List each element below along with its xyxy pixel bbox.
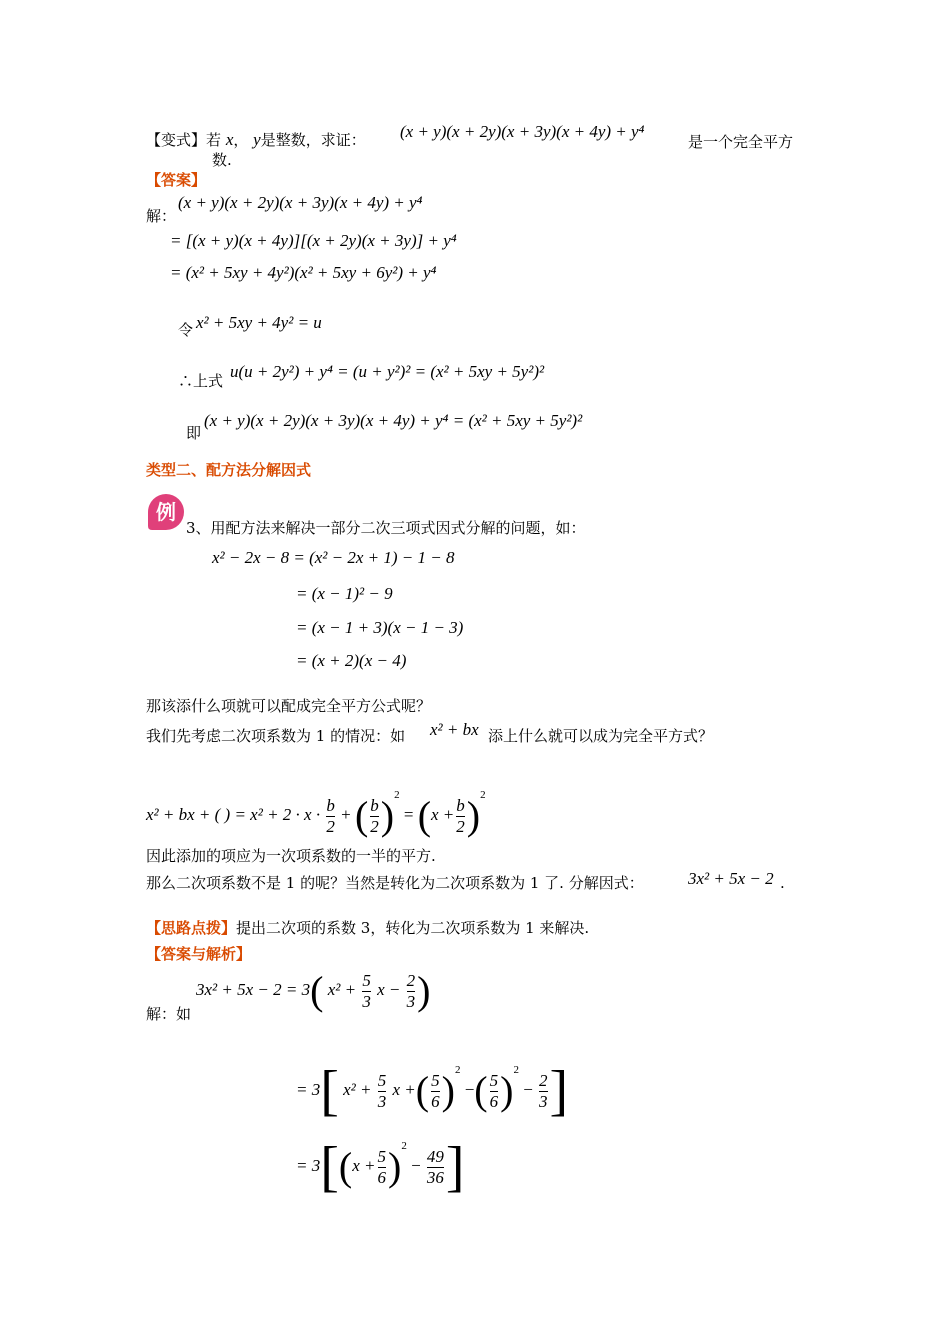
frac-num: 2 bbox=[406, 970, 416, 990]
hint-label: 【思路点拨】 bbox=[146, 919, 237, 937]
fraction bbox=[407, 971, 416, 1012]
frac-den: 6 bbox=[489, 1091, 499, 1111]
frac-den: 3 bbox=[377, 1091, 387, 1111]
fraction bbox=[362, 971, 371, 1012]
frac-den: 6 bbox=[431, 1091, 440, 1111]
formula-x-plus: x + bbox=[431, 805, 455, 824]
row2-minus: − bbox=[464, 1080, 475, 1099]
fraction bbox=[431, 1071, 440, 1112]
variant-tail2: 数. bbox=[212, 151, 232, 169]
fraction bbox=[427, 1147, 444, 1188]
row1-x2: x² + bbox=[327, 980, 357, 999]
question-2-a: 我们先考虑二次项系数为 1 的情况：如 bbox=[146, 727, 406, 745]
var-x: x bbox=[225, 130, 234, 149]
paren-open: ( bbox=[415, 1068, 430, 1114]
answer-jie: 解： bbox=[146, 207, 177, 225]
frac-den: 6 bbox=[377, 1167, 386, 1187]
frac-num: 49 bbox=[426, 1146, 444, 1166]
variant-sep: ， bbox=[233, 131, 249, 149]
bracket-open: [ bbox=[320, 1136, 339, 1199]
row3-x: x + bbox=[352, 1156, 376, 1175]
fraction bbox=[378, 1147, 387, 1188]
frac-den: 2 bbox=[456, 816, 465, 836]
bracket-close: ] bbox=[549, 1060, 569, 1123]
question-1: 那该添什么项就可以配成完全平方公式呢？ bbox=[146, 697, 432, 715]
var-y: y bbox=[253, 130, 261, 149]
row2-x2: x² + bbox=[343, 1080, 372, 1099]
example-intro: 3、用配方法来解决一部分二次三项式因式分解的问题，如： bbox=[186, 519, 586, 537]
frac-den: 3 bbox=[539, 1091, 548, 1111]
frac-num: 5 bbox=[431, 1070, 440, 1090]
variant-label: 【变式】 bbox=[146, 131, 207, 149]
formula-lhs: x² + bx + ( ) = x² + 2 · x · bbox=[146, 805, 321, 824]
fraction-b-over-2 bbox=[456, 796, 465, 837]
frac-num: 5 bbox=[489, 1070, 499, 1090]
paren-open: ( bbox=[474, 1068, 488, 1114]
ie-expression: (x + y)(x + 2y)(x + 3y)(x + 4y) + y⁴ = (x² + 5xy + 5y²)² bbox=[204, 411, 583, 430]
formula-eq: = bbox=[403, 805, 414, 824]
question-2-expr: x² + bx bbox=[430, 720, 479, 739]
fraction-b-over-2 bbox=[370, 796, 379, 837]
paren-close: ) bbox=[441, 1068, 455, 1114]
solution-row-3 bbox=[296, 1118, 465, 1199]
square-exponent: 2 bbox=[480, 789, 486, 801]
fraction-b-over-2 bbox=[326, 796, 335, 837]
answer-line-3: = (x² + 5xy + 4y²)(x² + 5xy + 6y²) + y⁴ bbox=[170, 263, 437, 282]
paren-close: ) bbox=[466, 793, 481, 839]
question-2-b: 添上什么就可以成为完全平方式？ bbox=[488, 727, 714, 745]
frac-den: 2 bbox=[370, 816, 379, 836]
answer2-jie: 解：如 bbox=[146, 1005, 192, 1023]
variant-line bbox=[146, 130, 366, 150]
bracket-open: [ bbox=[320, 1060, 339, 1123]
answer-label: 【答案】 bbox=[146, 171, 207, 189]
formula-plus: + bbox=[341, 805, 351, 824]
example-step-4: = (x + 2)(x − 4) bbox=[296, 651, 407, 670]
example-step-2: = (x − 1)² − 9 bbox=[296, 584, 393, 603]
example-step-1: x² − 2x − 8 = (x² − 2x + 1) − 1 − 8 bbox=[212, 548, 455, 567]
paren-close: ) bbox=[388, 1144, 402, 1190]
row2-eq3: = 3 bbox=[296, 1080, 321, 1099]
square-exponent: 2 bbox=[513, 1064, 519, 1076]
variant-ruo: 若 bbox=[206, 131, 222, 149]
section-title: 类型二、配方法分解因式 bbox=[146, 461, 312, 479]
frac-den: 36 bbox=[426, 1167, 444, 1187]
paren-open: ( bbox=[338, 1144, 353, 1190]
paren-close: ) bbox=[380, 793, 395, 839]
frac-den: 3 bbox=[406, 991, 416, 1011]
paren-close: ) bbox=[500, 1068, 514, 1114]
fraction bbox=[490, 1071, 499, 1112]
answer2-label: 【答案与解析】 bbox=[146, 945, 252, 963]
solution-row-2 bbox=[296, 1042, 569, 1123]
variant-tail: 是一个完全平方 bbox=[688, 133, 794, 151]
row1-x: x − bbox=[377, 980, 401, 999]
conclusion-expr: 3x² + 5x − 2 bbox=[688, 869, 774, 888]
conclusion-2: 那么二次项系数不是 1 的呢？当然是转化为二次项系数为 1 了. 分解因式： bbox=[146, 874, 644, 892]
frac-num: b bbox=[326, 795, 335, 815]
example-badge-icon bbox=[146, 492, 186, 532]
frac-num: 5 bbox=[362, 970, 371, 990]
row3-eq3: = 3 bbox=[296, 1156, 321, 1175]
therefore-word: ∴上式 bbox=[178, 372, 224, 390]
hint-line bbox=[146, 918, 589, 938]
frac-den: 3 bbox=[362, 991, 371, 1011]
therefore-expression: u(u + 2y²) + y⁴ = (u + y²)² = (x² + 5xy + 5y²)² bbox=[230, 362, 545, 381]
solution-row-1 bbox=[196, 966, 430, 1014]
square-exponent: 2 bbox=[454, 1064, 461, 1076]
frac-num: b bbox=[370, 795, 379, 815]
frac-den: 2 bbox=[326, 816, 335, 836]
let-word: 令 bbox=[178, 321, 194, 339]
answer-line-2: = [(x + y)(x + 4y)][(x + 2y)(x + 3y)] + y⁴ bbox=[170, 231, 457, 250]
badge-text: 例 bbox=[156, 500, 176, 524]
paren-open: ( bbox=[310, 968, 324, 1014]
fraction bbox=[378, 1071, 387, 1112]
row2-x: x + bbox=[392, 1080, 416, 1099]
paren-open: ( bbox=[354, 793, 369, 839]
row1-lhs: 3x² + 5x − 2 = 3 bbox=[196, 980, 311, 999]
conclusion-end: . bbox=[780, 874, 785, 892]
variant-is-int: 是整数，求证： bbox=[260, 131, 366, 149]
row2-minus2: − bbox=[523, 1080, 533, 1099]
square-exponent: 2 bbox=[401, 1140, 407, 1152]
hint-text: 提出二次项的系数 3，转化为二次项系数为 1 来解决. bbox=[236, 919, 590, 937]
variant-expression: (x + y)(x + 2y)(x + 3y)(x + 4y) + y⁴ bbox=[400, 122, 645, 141]
frac-num: 5 bbox=[377, 1146, 386, 1166]
let-expression: x² + 5xy + 4y² = u bbox=[196, 313, 322, 332]
conclusion-1: 因此添加的项应为一次项系数的一半的平方. bbox=[146, 847, 436, 865]
frac-num: b bbox=[456, 795, 465, 815]
frac-num: 5 bbox=[377, 1070, 387, 1090]
example-step-3: = (x − 1 + 3)(x − 1 − 3) bbox=[296, 618, 464, 637]
row3-minus: − bbox=[411, 1156, 421, 1175]
square-formula bbox=[146, 772, 486, 839]
frac-num: 2 bbox=[539, 1070, 548, 1090]
paren-close: ) bbox=[417, 968, 431, 1014]
bracket-close: ] bbox=[445, 1136, 465, 1199]
paren-open: ( bbox=[417, 793, 432, 839]
answer-line-1: (x + y)(x + 2y)(x + 3y)(x + 4y) + y⁴ bbox=[178, 193, 423, 212]
ie-word: 即 bbox=[186, 424, 202, 442]
fraction bbox=[539, 1071, 548, 1112]
square-exponent: 2 bbox=[394, 789, 400, 801]
